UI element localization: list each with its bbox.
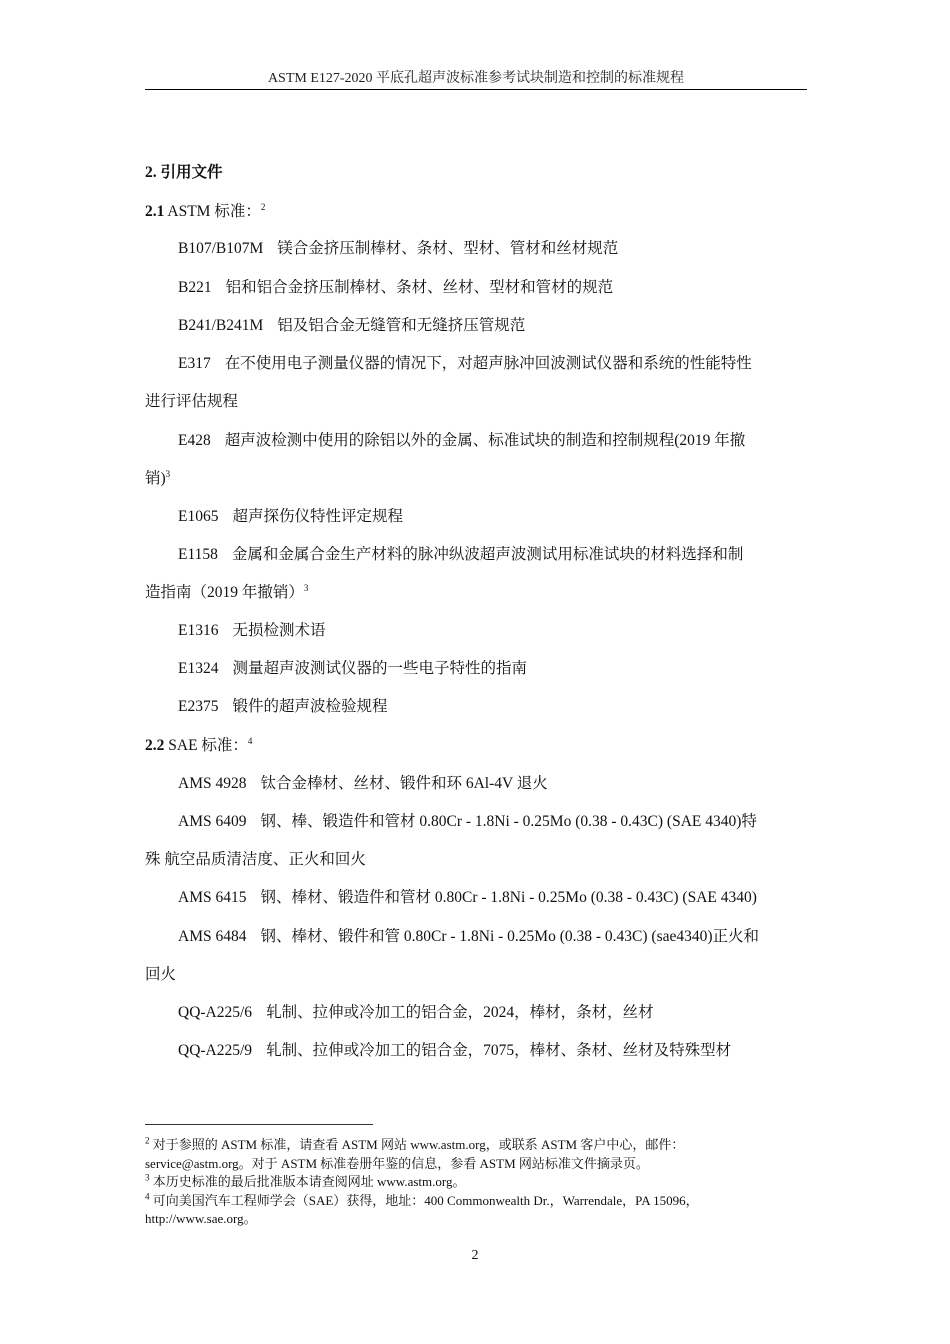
list-item — [178, 1041, 731, 1061]
list-item — [178, 621, 325, 641]
sae-heading-text: SAE 标准： — [164, 737, 248, 754]
standard-code: B221 — [178, 279, 212, 296]
standard-code: E317 — [178, 355, 211, 372]
standard-code: E1158 — [178, 546, 218, 563]
list-item — [178, 507, 403, 527]
list-item-continuation: 进行评估规程 — [145, 393, 239, 410]
standard-title: 轧制、拉伸或冷加工的铝合金，7075，棒材、条材、丝材及特殊型材 — [266, 1042, 732, 1059]
standard-title: 超声探伤仪特性评定规程 — [232, 508, 403, 525]
footnote-continuation: service@astm.org。对于 ASTM 标准卷册年鉴的信息，参看 ASTM 网站标准文件摘录页。 — [145, 1156, 649, 1171]
continuation-text: 销) — [145, 470, 166, 487]
page-number: 2 — [471, 1248, 479, 1263]
list-item — [178, 812, 757, 832]
list-item — [178, 239, 618, 259]
list-item — [178, 278, 613, 298]
list-item — [178, 774, 548, 794]
standard-title: 测量超声波测试仪器的一些电子特性的指南 — [232, 660, 527, 677]
list-item — [178, 697, 387, 717]
astm-heading-number: 2.1 — [145, 203, 165, 220]
footnote-continuation: http://www.sae.org。 — [145, 1211, 257, 1226]
sae-heading-number: 2.2 — [145, 737, 165, 754]
standard-title: 金属和金属合金生产材料的脉冲纵波超声波测试用标准试块的材料选择和制 — [231, 546, 744, 563]
list-item — [178, 927, 759, 947]
standard-title: 无损检测术语 — [232, 622, 326, 639]
footnote — [145, 1136, 684, 1153]
standard-title: 钛合金棒材、丝材、锻件和环 6Al-4V 退火 — [260, 775, 548, 792]
standard-title: 轧制、拉伸或冷加工的铝合金，2024，棒材，条材，丝材 — [266, 1004, 654, 1021]
list-item — [178, 888, 757, 908]
footnote-mark: 2 — [145, 1135, 150, 1146]
standard-title: 在不使用电子测量仪器的情况下，对超声脉冲回波测试仪器和系统的性能特性 — [224, 355, 752, 372]
standard-code: E1316 — [178, 622, 219, 639]
standard-code: AMS 6409 — [178, 813, 247, 830]
astm-heading — [145, 202, 265, 222]
standard-code: AMS 4928 — [178, 775, 247, 792]
list-item — [178, 431, 745, 451]
standard-title: 镁合金挤压制棒材、条材、型材、管材和丝材规范 — [277, 240, 619, 257]
sae-heading-footnote-ref: 4 — [247, 735, 253, 746]
standard-title: 锻件的超声波检验规程 — [232, 698, 388, 715]
footnote-rule — [145, 1124, 373, 1125]
running-header: ASTM E127-2020 平底孔超声波标准参考试块制造和控制的标准规程 — [267, 71, 685, 86]
standard-title: 铝和铝合金挤压制棒材、条材、丝材、型材和管材的规范 — [225, 279, 614, 296]
standard-code: E1324 — [178, 660, 219, 677]
standard-title: 铝及铝合金无缝管和无缝挤压管规范 — [277, 317, 526, 334]
standard-title: 钢、棒材、锻件和管 0.80Cr - 1.8Ni - 0.25Mo (0.38 - 0.43C) (sae4340)正火和 — [260, 928, 760, 945]
astm-heading-text: ASTM 标准： — [164, 203, 261, 220]
section-title: 2. 引用文件 — [145, 164, 223, 181]
footnote-text: 本历史标准的最后批准版本请查阅网址 www.astm.org。 — [149, 1174, 466, 1189]
list-item — [178, 1003, 654, 1023]
standard-code: AMS 6484 — [178, 928, 247, 945]
standard-code: B241/B241M — [178, 317, 264, 334]
standard-code: E1065 — [178, 508, 219, 525]
standard-title: 钢、棒材、锻造件和管材 0.80Cr - 1.8Ni - 0.25Mo (0.38 - 0.43C) (SAE 4340) — [260, 889, 757, 906]
standard-code: E2375 — [178, 698, 219, 715]
footnote-mark: 4 — [145, 1191, 150, 1202]
standard-title: 超声波检测中使用的除铝以外的金属、标准试块的制造和控制规程(2019 年撤 — [224, 432, 746, 449]
list-item — [178, 659, 527, 679]
footnote — [145, 1192, 699, 1209]
list-item-continuation — [145, 583, 308, 603]
footnote-text: 可向美国汽车工程师学会（SAE）获得，地址：400 Commonwealth Dr.，Warrendale，PA 15096， — [149, 1193, 699, 1208]
list-item — [178, 354, 752, 374]
standard-code: B107/B107M — [178, 240, 264, 257]
standard-code: QQ-A225/9 — [178, 1042, 253, 1059]
list-item-continuation: 殊 航空品质清洁度、正火和回火 — [145, 851, 366, 868]
list-item — [178, 316, 525, 336]
standard-code: QQ-A225/6 — [178, 1004, 253, 1021]
list-item — [178, 545, 743, 565]
sae-heading — [145, 736, 252, 756]
footnote — [145, 1173, 465, 1190]
footnote-ref: 3 — [303, 582, 309, 593]
footnote-text: 对于参照的 ASTM 标准，请查看 ASTM 网站 www.astm.org，或联系 ASTM 客户中心，邮件： — [149, 1137, 685, 1152]
header-rule — [145, 89, 807, 90]
footnote-mark: 3 — [145, 1172, 150, 1183]
footnote-ref: 3 — [165, 468, 171, 479]
list-item-continuation — [145, 469, 170, 489]
list-item-continuation: 回火 — [145, 966, 177, 983]
continuation-text: 造指南（2019 年撤销） — [145, 584, 304, 601]
standard-code: E428 — [178, 432, 211, 449]
astm-heading-footnote-ref: 2 — [260, 201, 266, 212]
standard-code: AMS 6415 — [178, 889, 247, 906]
standard-title: 钢、棒、锻造件和管材 0.80Cr - 1.8Ni - 0.25Mo (0.38 - 0.43C) (SAE 4340)特 — [260, 813, 757, 830]
